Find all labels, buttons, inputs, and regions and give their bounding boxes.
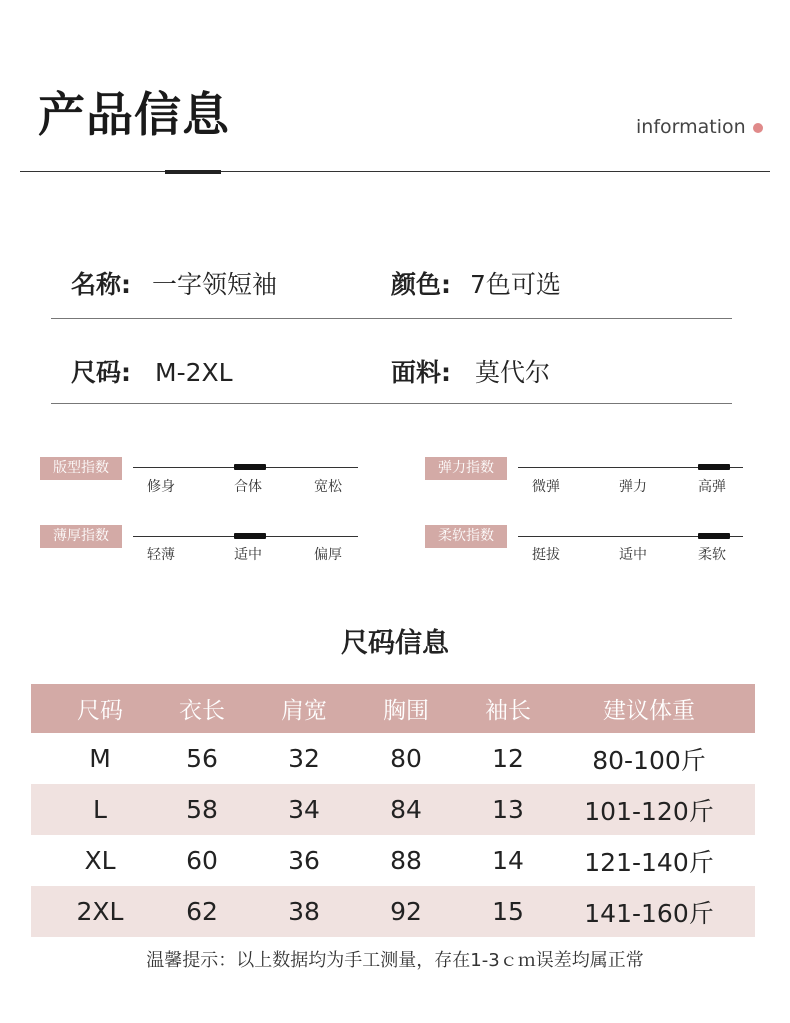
fabric-value: 莫代尔 xyxy=(475,358,551,387)
table-cell: 60 xyxy=(186,846,218,875)
table-cell: 38 xyxy=(288,897,320,926)
table-row xyxy=(31,835,755,886)
fit-index-marker xyxy=(234,464,266,470)
page-title: 产品信息 xyxy=(38,88,230,143)
table-cell: 34 xyxy=(288,795,320,824)
color-value: 7色可选 xyxy=(470,270,561,299)
size-label: 尺码: xyxy=(71,358,131,387)
table-cell: 36 xyxy=(288,846,320,875)
size-value: M-2XL xyxy=(155,358,233,387)
column-header: 肩宽 xyxy=(281,698,327,724)
softness-option: 挺拔 xyxy=(532,547,560,563)
fit-option: 宽松 xyxy=(314,479,342,495)
table-header-row xyxy=(31,684,755,733)
elasticity-index-marker xyxy=(698,464,730,470)
table-cell: 14 xyxy=(492,846,524,875)
table-row xyxy=(31,886,755,937)
attribute-divider xyxy=(51,318,732,319)
table-cell: 13 xyxy=(492,795,524,824)
thickness-option: 适中 xyxy=(234,547,262,563)
elasticity-option: 微弹 xyxy=(532,479,560,495)
table-cell: 121-140斤 xyxy=(584,847,714,877)
size-table xyxy=(31,684,755,937)
table-cell: 84 xyxy=(390,795,422,824)
table-row xyxy=(31,733,755,784)
column-header: 胸围 xyxy=(383,698,429,724)
attribute-divider xyxy=(51,403,732,404)
table-cell: XL xyxy=(84,846,116,875)
elasticity-option: 高弹 xyxy=(698,479,726,495)
title-accent-bar xyxy=(165,170,221,174)
table-cell: 12 xyxy=(492,744,524,773)
table-cell: M xyxy=(89,744,111,773)
fit-option: 修身 xyxy=(147,479,175,495)
fit-index-tag: 版型指数 xyxy=(40,457,122,480)
table-cell: 58 xyxy=(186,795,218,824)
dot-icon xyxy=(753,123,763,133)
thickness-option: 轻薄 xyxy=(147,547,175,563)
table-cell: 2XL xyxy=(76,897,124,926)
name-value: 一字领短袖 xyxy=(152,270,278,299)
table-cell: 92 xyxy=(390,897,422,926)
title-divider xyxy=(20,171,770,172)
table-cell: 80-100斤 xyxy=(592,745,706,775)
table-cell: 80 xyxy=(390,744,422,773)
size-table-title: 尺码信息 xyxy=(341,628,449,659)
column-header: 尺码 xyxy=(77,698,123,724)
column-header: 建议体重 xyxy=(603,698,695,724)
column-header: 衣长 xyxy=(179,698,225,724)
thickness-index-tag: 薄厚指数 xyxy=(40,525,122,548)
table-cell: 32 xyxy=(288,744,320,773)
table-cell: 141-160斤 xyxy=(584,898,714,928)
table-cell: 62 xyxy=(186,897,218,926)
table-cell: 88 xyxy=(390,846,422,875)
thickness-option: 偏厚 xyxy=(314,547,342,563)
color-label: 颜色: xyxy=(391,270,451,299)
column-header: 袖长 xyxy=(485,698,531,724)
softness-option: 适中 xyxy=(619,547,647,563)
table-cell: 101-120斤 xyxy=(584,796,714,826)
fit-option: 合体 xyxy=(234,479,262,495)
table-cell: L xyxy=(93,795,107,824)
elasticity-index-tag: 弹力指数 xyxy=(425,457,507,480)
softness-option: 柔软 xyxy=(698,547,726,563)
name-label: 名称: xyxy=(71,270,131,299)
fabric-label: 面料: xyxy=(391,358,451,387)
table-cell: 56 xyxy=(186,744,218,773)
table-row xyxy=(31,784,755,835)
softness-index-marker xyxy=(698,533,730,539)
measurement-note: 温馨提示：以上数据均为手工测量，存在1-3ｃｍ误差均属正常 xyxy=(146,950,644,971)
softness-index-tag: 柔软指数 xyxy=(425,525,507,548)
elasticity-option: 弹力 xyxy=(619,479,647,495)
information-label: information xyxy=(636,116,746,138)
table-cell: 15 xyxy=(492,897,524,926)
thickness-index-marker xyxy=(234,533,266,539)
